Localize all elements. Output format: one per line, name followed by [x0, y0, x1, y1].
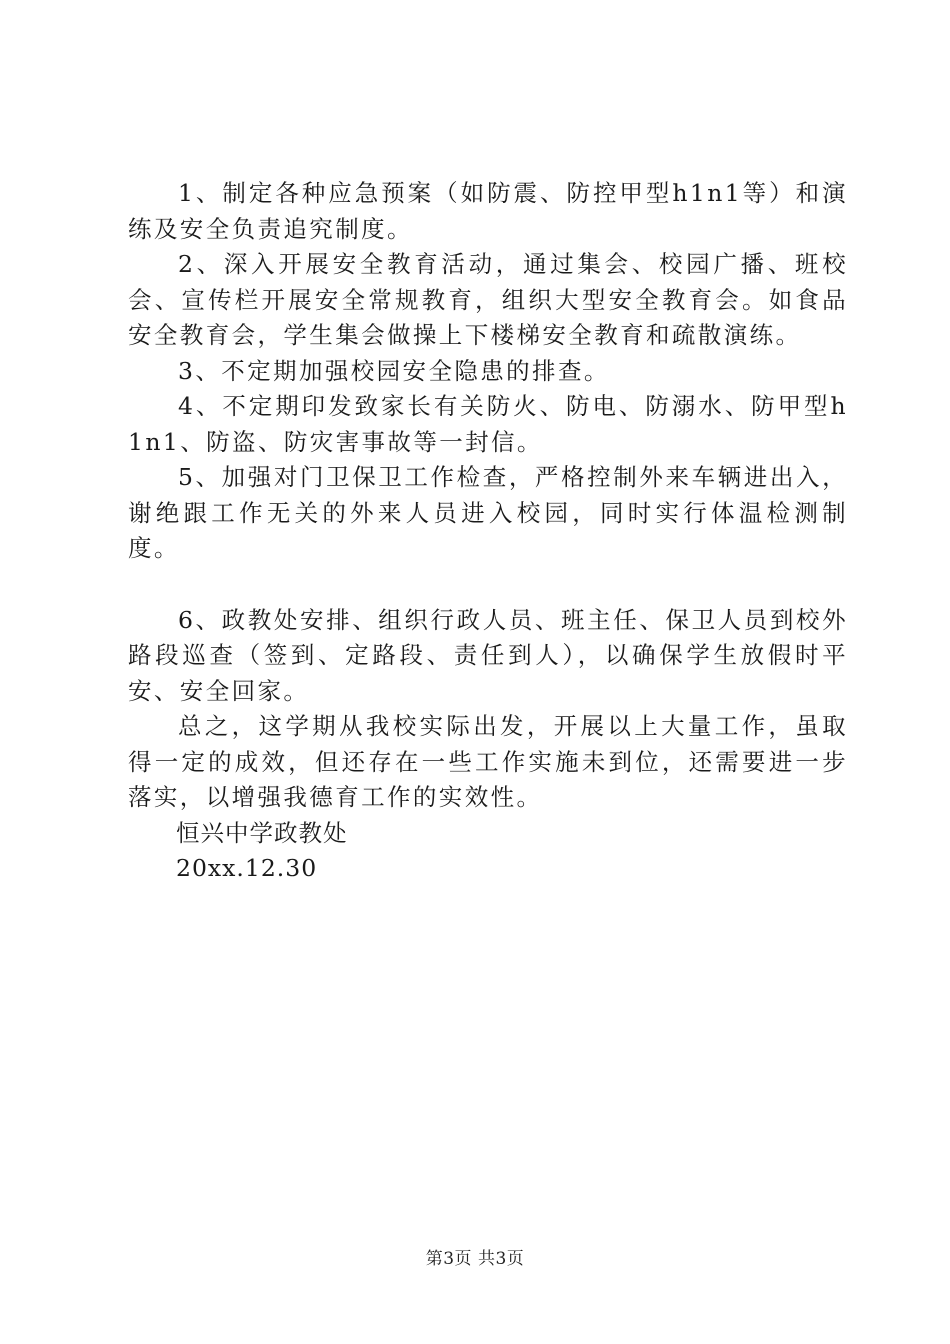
- paragraph-item-6: 6、政教处安排、组织行政人员、班主任、保卫人员到校外路段巡查（签到、定路段、责任到人），以确保学生放假时平安、安全回家。: [128, 605, 848, 705]
- summary-paragraph: 总之，这学期从我校实际出发，开展以上大量工作，虽取得一定的成效，但还存在一些工作实施未到位，还需要进一步落实，以增强我德育工作的实效性。: [128, 712, 848, 811]
- paragraph-item-4: 4、不定期印发致家长有关防火、防电、防溺水、防甲型h1n1、防盗、防灾害事故等一封信。: [128, 392, 848, 456]
- paragraph-item-5: 5、加强对门卫保卫工作检查，严格控制外来车辆进出入，谢绝跟工作无关的外来人员进入校园，同时实行体温检测制度。: [128, 463, 848, 562]
- paragraph-item-2: 2、深入开展安全教育活动，通过集会、校园广播、班校会、宣传栏开展安全常规教育，组织大型安全教育会。如食品安全教育会，学生集会做操上下楼梯安全教育和疏散演练。: [128, 250, 848, 349]
- page-number-footer: 第3页 共3页: [425, 1249, 525, 1269]
- document-body: [128, 176, 848, 887]
- signature-date: 20xx.12.30: [176, 854, 318, 882]
- signature-organization: 恒兴中学政教处: [176, 818, 348, 847]
- paragraph-item-1: 1、制定各种应急预案（如防震、防控甲型h1n1等）和演练及安全负责追究制度。: [128, 179, 848, 243]
- paragraph-item-3: 3、不定期加强校园安全隐患的排查。: [178, 356, 610, 385]
